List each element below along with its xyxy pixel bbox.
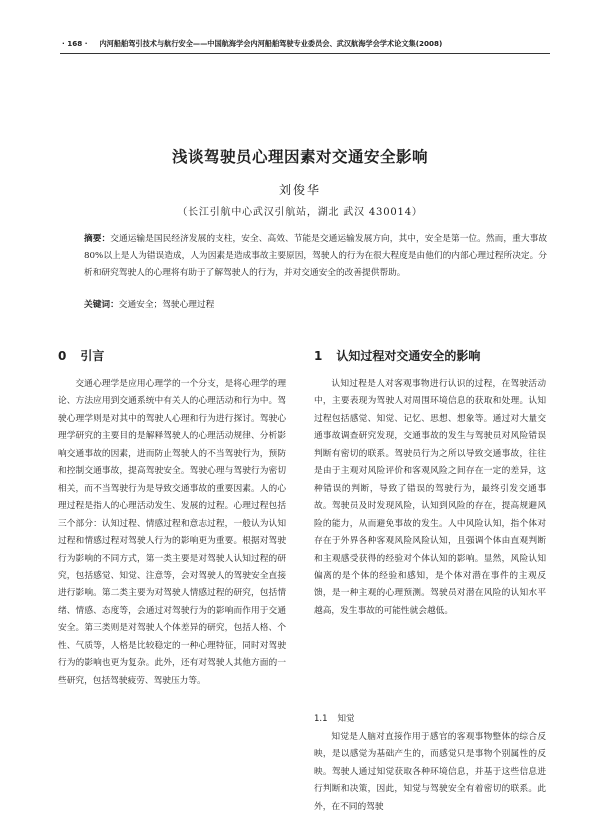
abstract-label: 摘要： <box>84 234 111 244</box>
cognitive-paragraph: 认知过程是人对客观事物进行认识的过程，在驾驶活动中，主要表现为驾驶人对周围环境信息的获取和处理。认知过程包括感觉、知觉、记忆、思想、想象等。通过对大量交通事故调查研究发现，交通事故的发生与驾驶员对风险错误判断有密切的联系。驾驶员行为之所以导致交通事故，往往是由于主观对风险评价和客观风险之间存在一定的差异，这种错误的判断，导致了错误的驾驶行为，最终引发交通事故。驾驶员及时发现风险，认知到风险的存在，提高规避风险的能力，从而避免事故的发生。人中风险认知，指个体对存在于外界各种客观风险风险认知，且强调个体由直观判断和主观感受获得的经验对个体认知的影响。显然，风险认知偏离的是个体的经验和感知，是个体对潜在事件的主观反馈，是一种主观的心理预测。驾驶员对潜在风险的认知水平越高，发生事故的可能性就会越低。 <box>314 379 546 616</box>
subsection-1-1-heading <box>314 712 355 724</box>
intro-paragraph: 交通心理学是应用心理学的一个分支，是将心理学的理论、方法应用到交通系统中有关人的心理活动和行为中。驾驶心理学则是对其中的驾驶人心理和行为进行探讨。驾驶心理学研究的主要目的是解释驾驶人的心理活动规律、分析影响交通事故的因素，进而防止驾驶人的不当驾驶行为，预防和控制交通事故，提高驾驶安全。驾驶心理与驾驶行为密切相关，而不当驾驶行为是导致交通事故的重要因素。人的心理过程是指人的心理活动发生、发展的过程。心理过程包括三个部分：认知过程、情感过程和意志过程，一般认为认知过程和情感过程对驾驶人行为的影响更为重要。根据对驾驶行为影响的不同方式，第一类主要是对驾驶人认知过程的研究，包括感觉、知觉、注意等，会对驾驶人的驾驶安全直接进行影响。第二类主要为对驾驶人情感过程的研究，包括情绪、情感、态度等，会通过对驾驶行为的影响而作用于交通安全。第三类则是对驾驶人个体差异的研究，包括人格、个性、气质等，人格是比较稳定的一种心理特征，同时对驾驶行为的影响也更为复杂。此外，还有对驾驶人其他方面的一些研究，包括驾驶疲劳、驾驶压力等。 <box>58 379 286 686</box>
section-title: 认知过程对交通安全的影响 <box>336 349 481 363</box>
header-rule <box>60 53 550 54</box>
page-number: · 168 · <box>62 39 88 48</box>
running-header <box>62 38 550 49</box>
right-column-lower <box>314 729 546 812</box>
left-column <box>58 376 286 690</box>
section-number: 1 <box>314 349 323 363</box>
abstract <box>84 231 547 282</box>
running-title: 内河船舶驾引技术与航行安全——中国航海学会内河船舶驾驶专业委员会、武汉航海学会学术论文集(2008) <box>99 39 443 48</box>
section-1-heading <box>314 347 480 364</box>
keywords <box>84 298 544 312</box>
keywords-text: 交通安全；驾驶心理过程 <box>118 300 215 310</box>
subsection-number: 1.1 <box>314 714 328 724</box>
affiliation: （长江引航中心武汉引航站，湖北 武汉 430014） <box>177 207 423 218</box>
paper-title: 浅谈驾驶员心理因素对交通安全影响 <box>171 148 428 166</box>
right-column-upper <box>314 376 546 620</box>
section-number: 0 <box>58 349 67 363</box>
subsection-title: 知觉 <box>337 714 355 724</box>
keywords-label: 关键词： <box>84 300 119 310</box>
section-title: 引言 <box>80 349 105 363</box>
author: 刘俊华 <box>278 183 321 197</box>
section-0-heading <box>58 347 104 364</box>
perception-paragraph: 知觉是人脑对直接作用于感官的客观事物整体的综合反映，是以感觉为基础产生的，而感觉只是事物个别属性的反映。驾驶人通过知觉获取各种环境信息，并基于这些信息进行判断和决策，因此，知觉与驾驶安全有着密切的联系。此外，在不同的驾驶 <box>314 732 546 812</box>
abstract-text: 交通运输是国民经济发展的支柱，安全、高效、节能是交通运输发展方向，其中，安全是第一位。然而，重大事故80%以上是人为错误造成，人为因素是造成事故主要原因，驾驶人的行为在很大程度是由他们的内部心理过程所决定。分析和研究驾驶人的心理将有助于了解驾驶人的行为，并对交通安全的改善提供帮助。 <box>84 234 548 278</box>
